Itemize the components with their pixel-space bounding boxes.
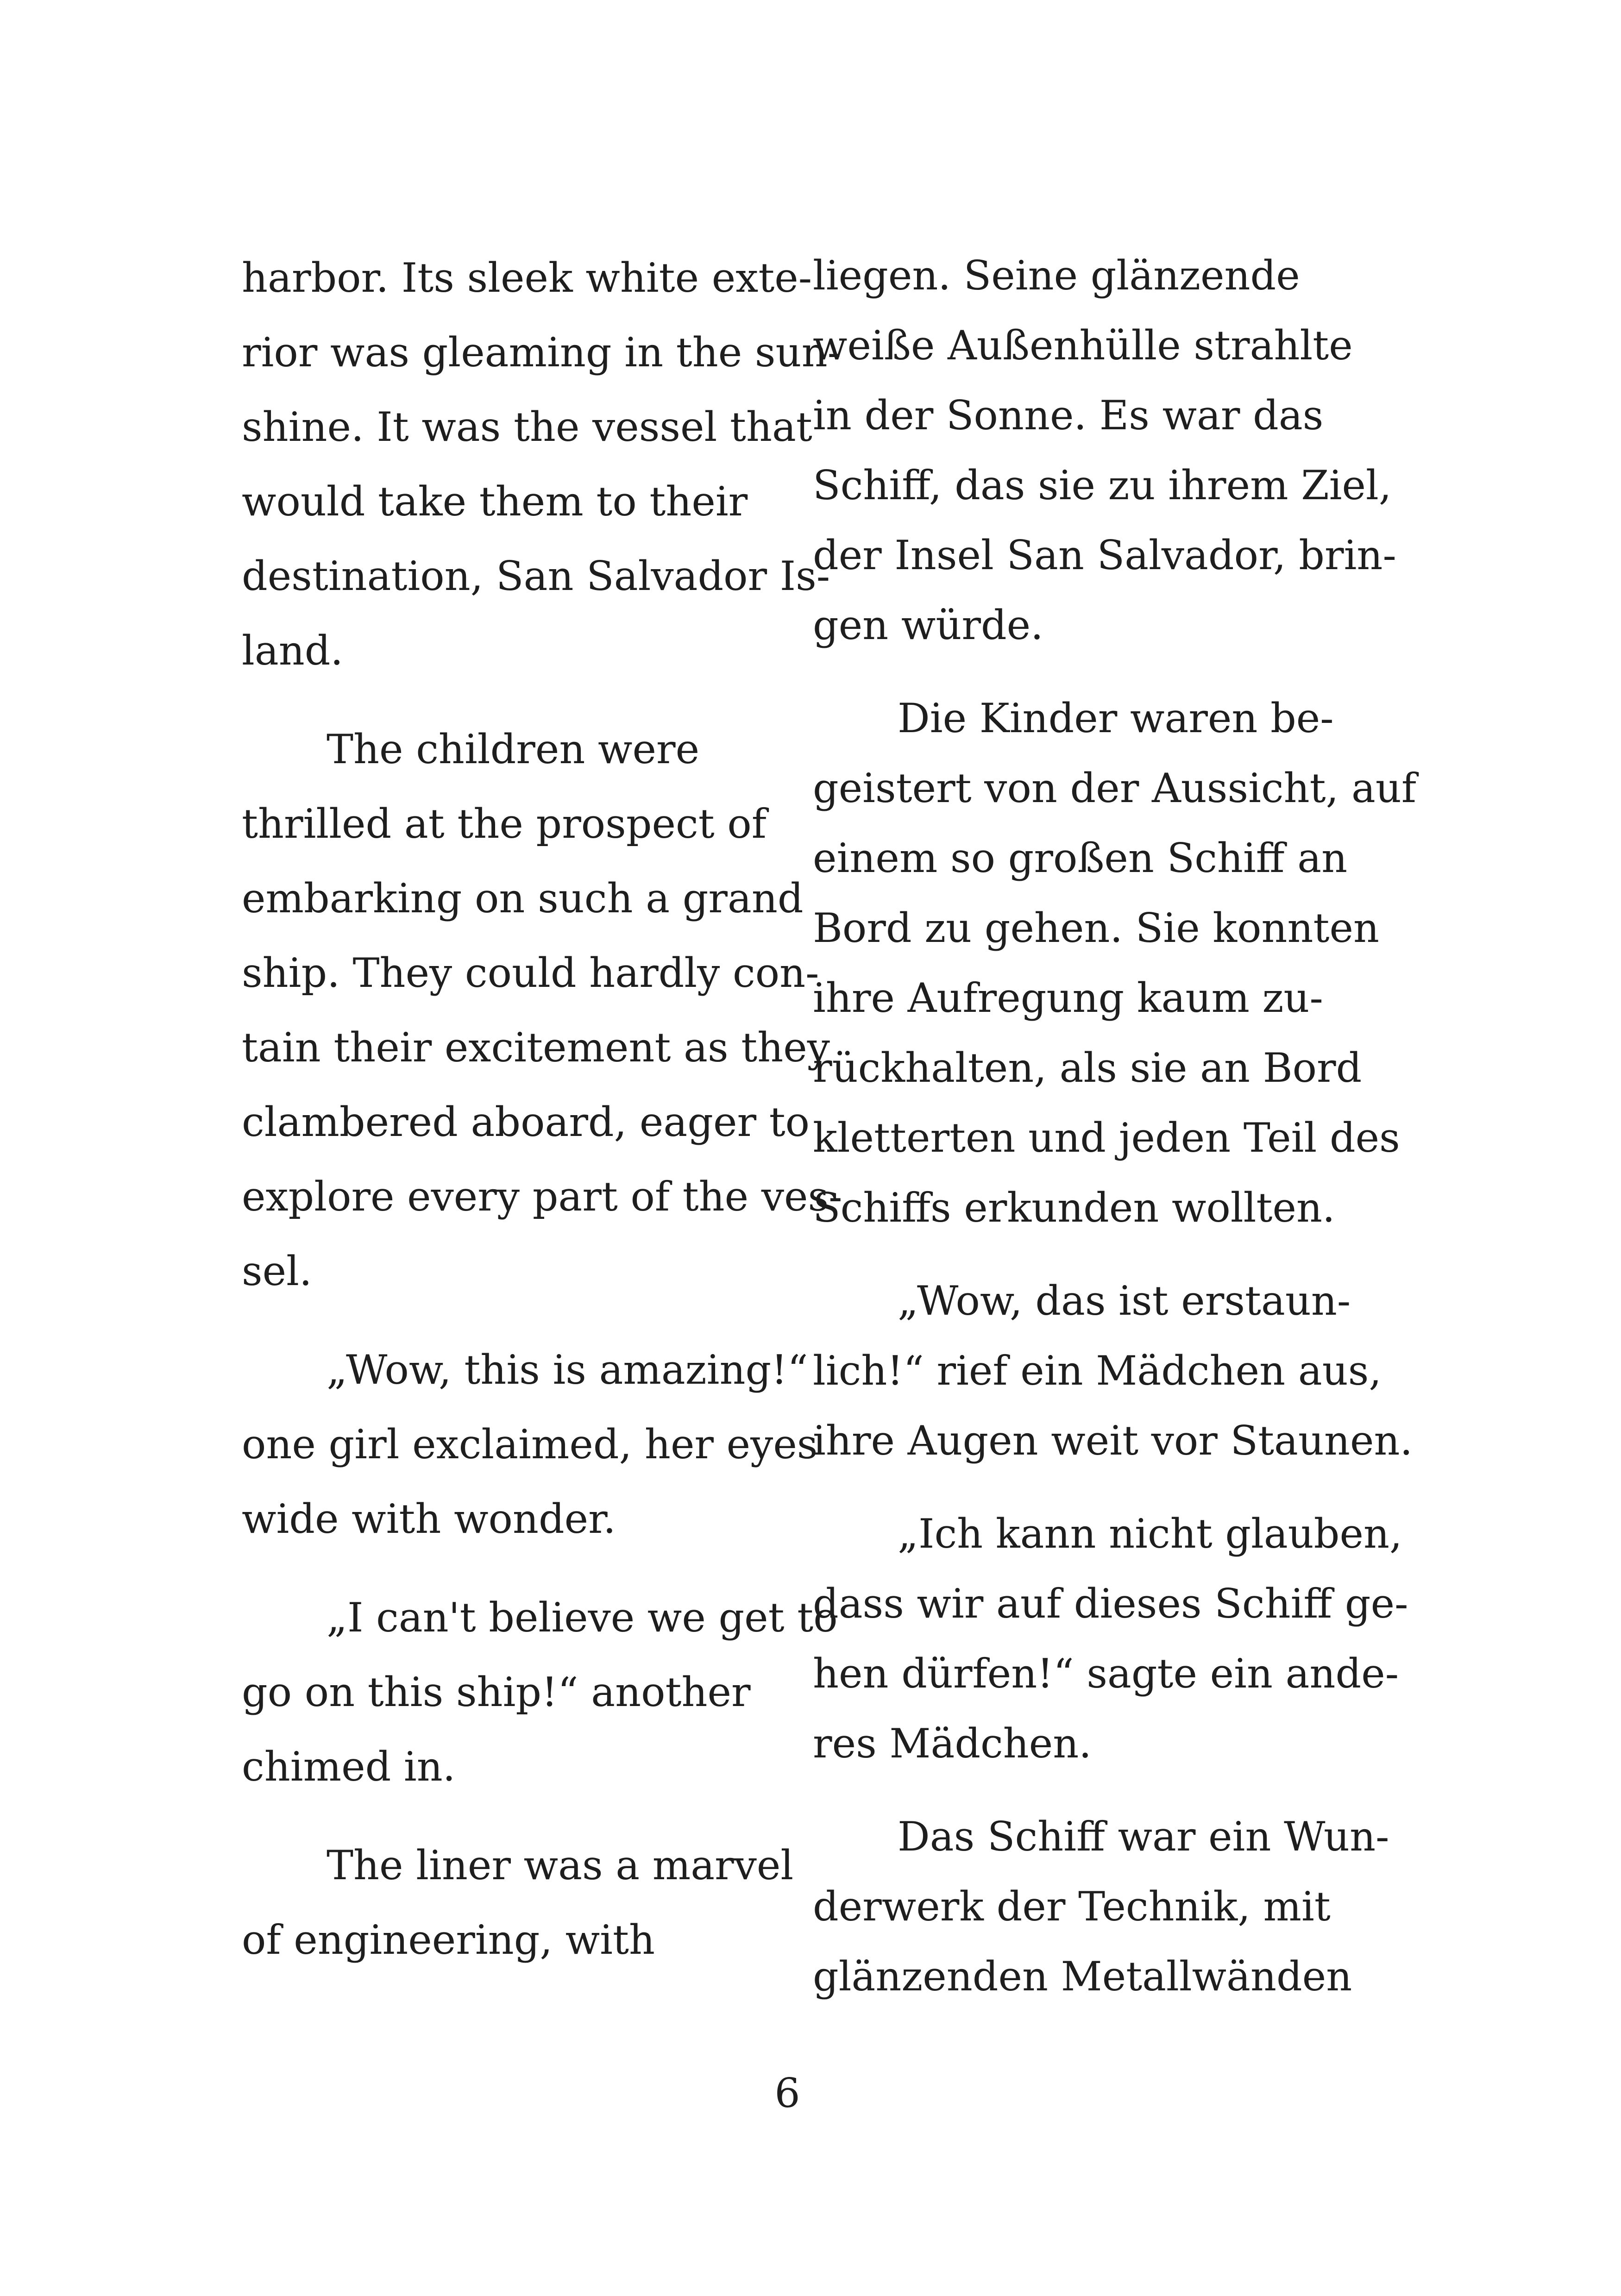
text-line: of engineering, with [242, 1916, 655, 1964]
text-line: „I can't believe we get to [327, 1594, 838, 1641]
text-line: einem so großen Schiff an [813, 834, 1348, 882]
text-line: embarking on such a grand [242, 875, 804, 922]
text-line: hen dürfen!“ sagte ein ande- [813, 1650, 1399, 1697]
text-line: sel. [242, 1248, 312, 1295]
text-line: res Mädchen. [813, 1720, 1092, 1767]
text-line: chimed in. [242, 1743, 456, 1790]
paragraph [813, 1499, 1408, 1779]
text-line: would take them to their [242, 478, 748, 525]
text-line: go on this ship!“ another [242, 1669, 751, 1716]
text-line: dass wir auf dieses Schiff ge- [813, 1580, 1408, 1627]
text-line: Schiffs erkunden wollten. [813, 1184, 1335, 1231]
paragraph [242, 1333, 818, 1556]
text-line: The liner was a marvel [327, 1842, 794, 1889]
paragraph [242, 241, 841, 688]
text-line: weiße Außenhülle strahlte [813, 322, 1353, 369]
text-line: land. [242, 627, 344, 674]
paragraph [813, 1802, 1389, 2012]
text-line: „Wow, das ist erstaun- [898, 1277, 1351, 1324]
paragraph [813, 1266, 1413, 1476]
text-line: wide with wonder. [242, 1495, 616, 1543]
page-number: 6 [774, 2070, 800, 2117]
text-line: glänzenden Metallwänden [813, 1953, 1352, 2000]
text-line: ihre Aufregung kaum zu- [813, 974, 1323, 1022]
paragraph [242, 1581, 838, 1804]
paragraph [813, 241, 1396, 660]
german-text-column [813, 241, 1417, 2012]
text-line: tain their excitement as they [242, 1024, 830, 1071]
text-line: Die Kinder waren be- [898, 695, 1334, 742]
text-line: one girl exclaimed, her eyes [242, 1421, 818, 1468]
text-line: in der Sonne. Es war das [813, 392, 1324, 439]
text-line: The children were [327, 726, 700, 773]
text-line: kletterten und jeden Teil des [813, 1114, 1400, 1161]
text-line: lich!“ rief ein Mädchen aus, [813, 1347, 1382, 1394]
text-line: harbor. Its sleek white exte- [242, 254, 812, 301]
paragraph [242, 712, 842, 1309]
text-line: liegen. Seine glänzende [813, 252, 1300, 299]
text-line: Schiff, das sie zu ihrem Ziel, [813, 462, 1392, 509]
text-line: gen würde. [813, 602, 1043, 649]
paragraph [242, 1828, 794, 1977]
text-line: Bord zu gehen. Sie konnten [813, 904, 1380, 952]
text-line: der Insel San Salvador, brin- [813, 532, 1396, 579]
text-line: „Wow, this is amazing!“ [327, 1346, 808, 1393]
text-line: clambered aboard, eager to [242, 1098, 810, 1146]
text-line: ihre Augen weit vor Staunen. [813, 1417, 1413, 1464]
text-line: ship. They could hardly con- [242, 949, 819, 997]
text-line: shine. It was the vessel that [242, 403, 812, 451]
text-line: derwerk der Technik, mit [813, 1883, 1331, 1930]
text-line: rückhalten, als sie an Bord [813, 1044, 1362, 1092]
text-line: geistert von der Aussicht, auf [813, 765, 1417, 812]
text-line: explore every part of the ves- [242, 1173, 842, 1220]
english-text-column [242, 241, 842, 1977]
text-line: Das Schiff war ein Wun- [898, 1813, 1389, 1860]
paragraph [813, 684, 1417, 1243]
text-line: rior was gleaming in the sun- [242, 329, 841, 376]
text-line: „Ich kann nicht glauben, [898, 1510, 1402, 1557]
text-line: thrilled at the prospect of [242, 800, 767, 847]
text-line: destination, San Salvador Is- [242, 552, 830, 600]
